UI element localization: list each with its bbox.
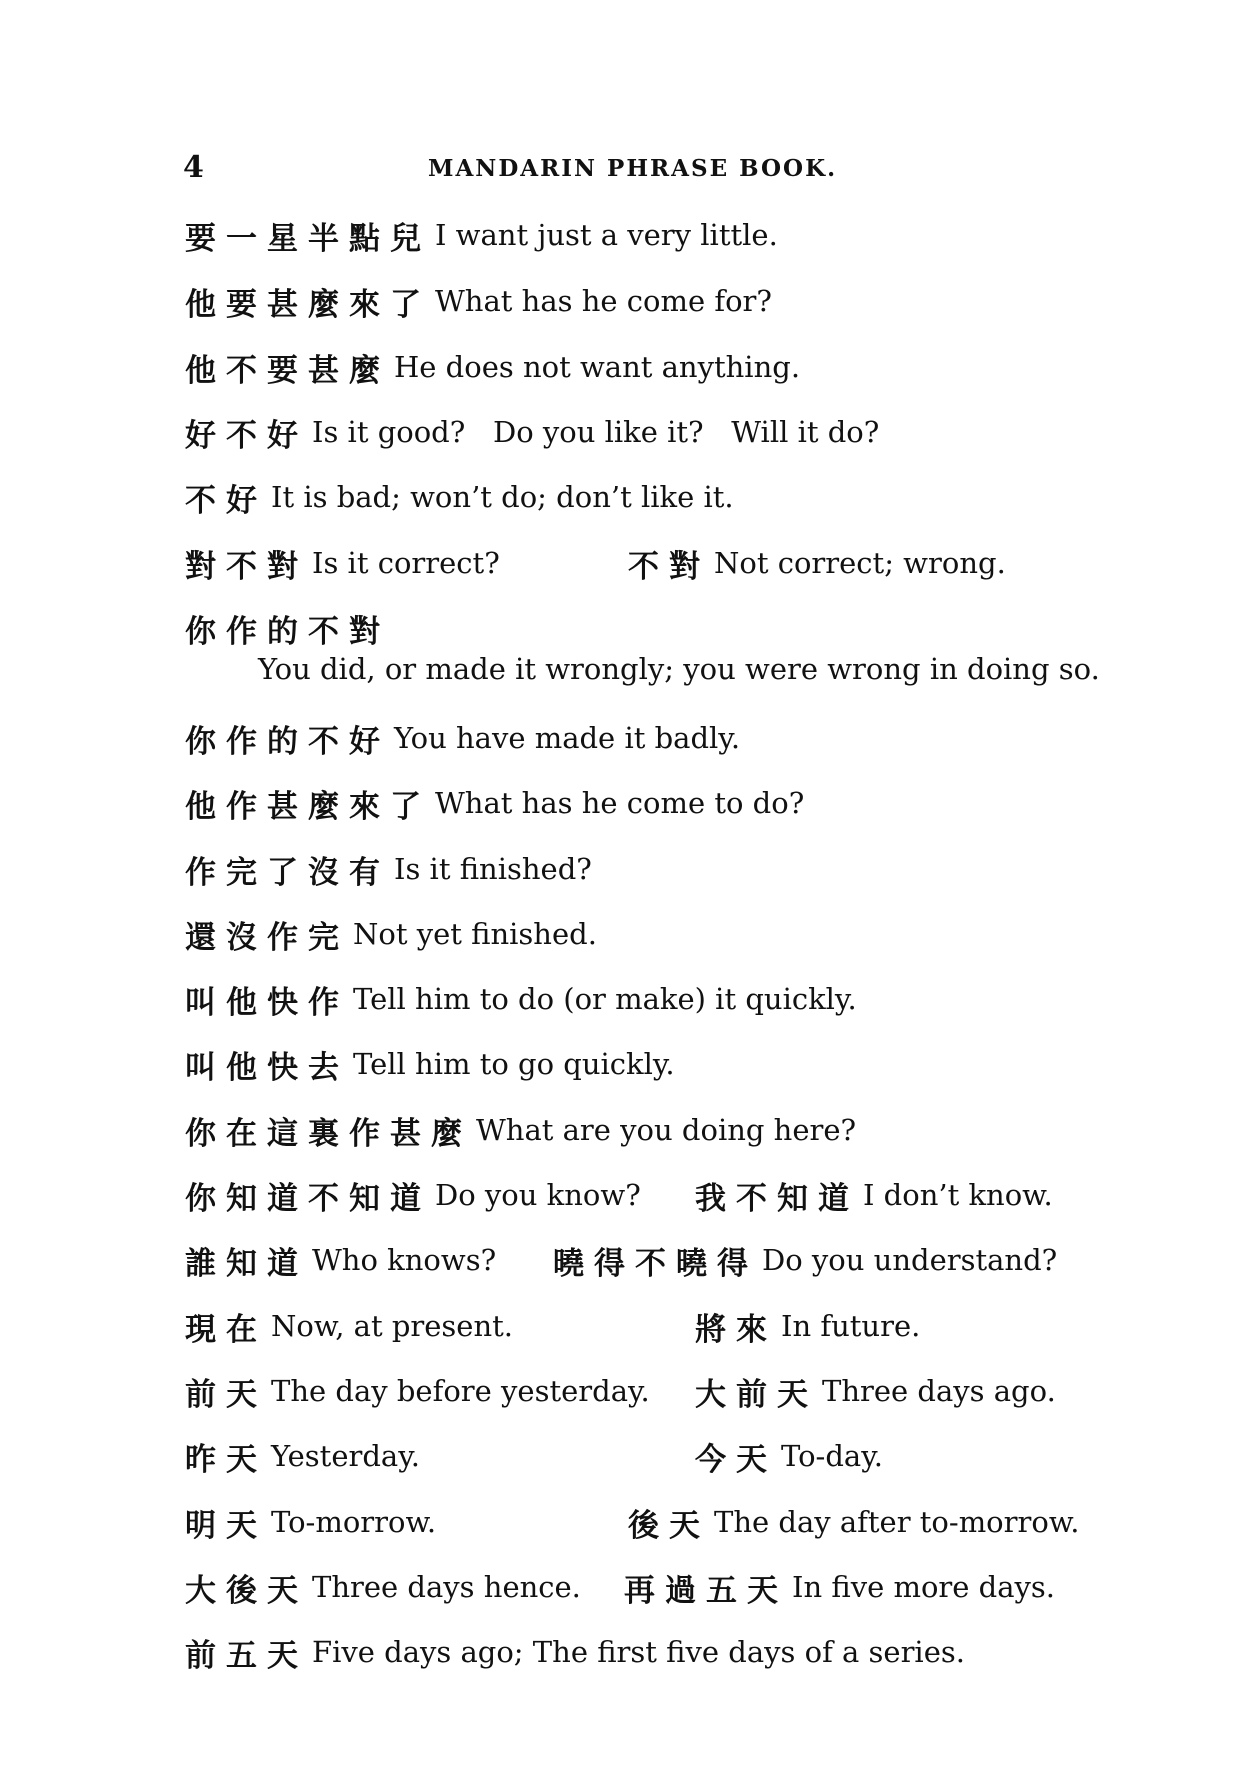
chinese-phrase: 你知道不知道 — [185, 1180, 431, 1217]
chinese-phrase: 誰知道 — [185, 1245, 308, 1282]
phrase-pair-right — [624, 1562, 1055, 1612]
english-translation: Tell him to do (or make) it quickly. — [353, 982, 857, 1016]
english-translation: What has he come to do? — [435, 786, 805, 820]
phrase-row — [185, 407, 879, 457]
chinese-phrase: 我不知道 — [695, 1180, 859, 1217]
phrase-row — [185, 713, 740, 763]
chinese-phrase: 大前天 — [695, 1376, 818, 1413]
chinese-phrase: 你在這裏作甚麼 — [185, 1115, 472, 1152]
english-translation: Do you understand? — [762, 1243, 1058, 1277]
english-translation: I want just a very little. — [435, 218, 778, 252]
chinese-phrase: 叫他快作 — [185, 984, 349, 1021]
phrase-row — [185, 1562, 581, 1612]
chinese-phrase: 今天 — [695, 1441, 777, 1478]
phrase-row — [185, 1627, 965, 1677]
english-translation: Do you know? — [435, 1178, 641, 1212]
english-translation: The day after to-morrow. — [714, 1505, 1080, 1539]
phrase-pair-right — [695, 1366, 1056, 1416]
chinese-phrase: 你作的不對 — [185, 613, 390, 650]
chinese-phrase: 要一星半點兒 — [185, 220, 431, 257]
chinese-phrase: 叫他快去 — [185, 1049, 349, 1086]
english-translation: Five days ago; The first five days of a series. — [312, 1635, 965, 1669]
phrase-row — [185, 778, 804, 828]
chinese-phrase: 他不要甚麼 — [185, 352, 390, 389]
chinese-phrase: 前五天 — [185, 1637, 308, 1674]
phrase-row — [185, 1497, 436, 1547]
phrase-row — [185, 472, 734, 522]
english-translation: Three days hence. — [312, 1570, 581, 1604]
chinese-phrase: 前天 — [185, 1376, 267, 1413]
english-translation: Is it correct? — [312, 546, 500, 580]
chinese-phrase: 不好 — [185, 482, 267, 519]
chinese-phrase: 明天 — [185, 1507, 267, 1544]
english-translation: Yesterday. — [271, 1439, 420, 1473]
english-translation: Who knows? — [312, 1243, 497, 1277]
english-translation: Now, at present. — [271, 1309, 513, 1343]
english-translation: What are you doing here? — [476, 1113, 857, 1147]
english-translation: What has he come for? — [435, 284, 772, 318]
phrase-row — [185, 342, 800, 392]
phrase-pair-right — [628, 1497, 1079, 1547]
english-translation: Tell him to go quickly. — [353, 1047, 675, 1081]
chinese-phrase: 好不好 — [185, 417, 308, 454]
english-translation: You did, or made it wrongly; you were wrong in doing so. — [258, 652, 1100, 686]
chinese-phrase: 作完了沒有 — [185, 854, 390, 891]
page-number: 4 — [183, 150, 204, 185]
english-translation: Three days ago. — [822, 1374, 1056, 1408]
phrase-pair-right — [695, 1431, 883, 1481]
english-translation: I don’t know. — [863, 1178, 1053, 1212]
phrase-row — [185, 1366, 650, 1416]
phrase-row — [185, 210, 778, 260]
phrase-row — [185, 909, 597, 959]
chinese-phrase: 不對 — [628, 548, 710, 585]
phrase-pair-right — [695, 1301, 920, 1351]
chinese-phrase: 你作的不好 — [185, 723, 390, 760]
english-translation: The day before yesterday. — [271, 1374, 650, 1408]
chinese-phrase: 現在 — [185, 1311, 267, 1348]
phrase-row — [185, 1431, 420, 1481]
english-translation: It is bad; won’t do; don’t like it. — [271, 480, 734, 514]
english-translation: Not correct; wrong. — [714, 546, 1006, 580]
chinese-phrase: 昨天 — [185, 1441, 267, 1478]
english-translation: To-day. — [781, 1439, 883, 1473]
english-translation: Is it good? Do you like it? Will it do? — [312, 415, 880, 449]
running-title: MANDARIN PHRASE BOOK. — [428, 155, 838, 182]
chinese-phrase: 再過五天 — [624, 1572, 788, 1609]
english-translation: In five more days. — [792, 1570, 1055, 1604]
phrase-row — [185, 1039, 675, 1089]
english-translation: You have made it badly. — [394, 721, 741, 755]
english-translation: To-morrow. — [271, 1505, 437, 1539]
chinese-phrase: 他作甚麼來了 — [185, 788, 431, 825]
phrase-row — [185, 603, 394, 653]
phrase-row — [185, 1105, 856, 1155]
english-translation: He does not want anything. — [394, 350, 801, 384]
phrase-row — [185, 538, 500, 588]
english-translation: Not yet finished. — [353, 917, 597, 951]
phrase-row — [185, 1301, 513, 1351]
phrase-pair-right — [695, 1170, 1053, 1220]
phrase-pair-right — [553, 1235, 1057, 1285]
chinese-phrase: 將來 — [695, 1311, 777, 1348]
english-translation: In future. — [781, 1309, 921, 1343]
chinese-phrase: 後天 — [628, 1507, 710, 1544]
phrase-row — [185, 1170, 641, 1220]
phrase-row — [185, 974, 857, 1024]
chinese-phrase: 對不對 — [185, 548, 308, 585]
phrase-row — [185, 1235, 496, 1285]
chinese-phrase: 還沒作完 — [185, 919, 349, 956]
chinese-phrase: 大後天 — [185, 1572, 308, 1609]
english-translation: Is it finished? — [394, 852, 592, 886]
phrase-row — [185, 276, 772, 326]
chinese-phrase: 曉得不曉得 — [553, 1245, 758, 1282]
phrase-row — [185, 844, 592, 894]
chinese-phrase: 他要甚麼來了 — [185, 286, 431, 323]
phrase-pair-right — [628, 538, 1006, 588]
